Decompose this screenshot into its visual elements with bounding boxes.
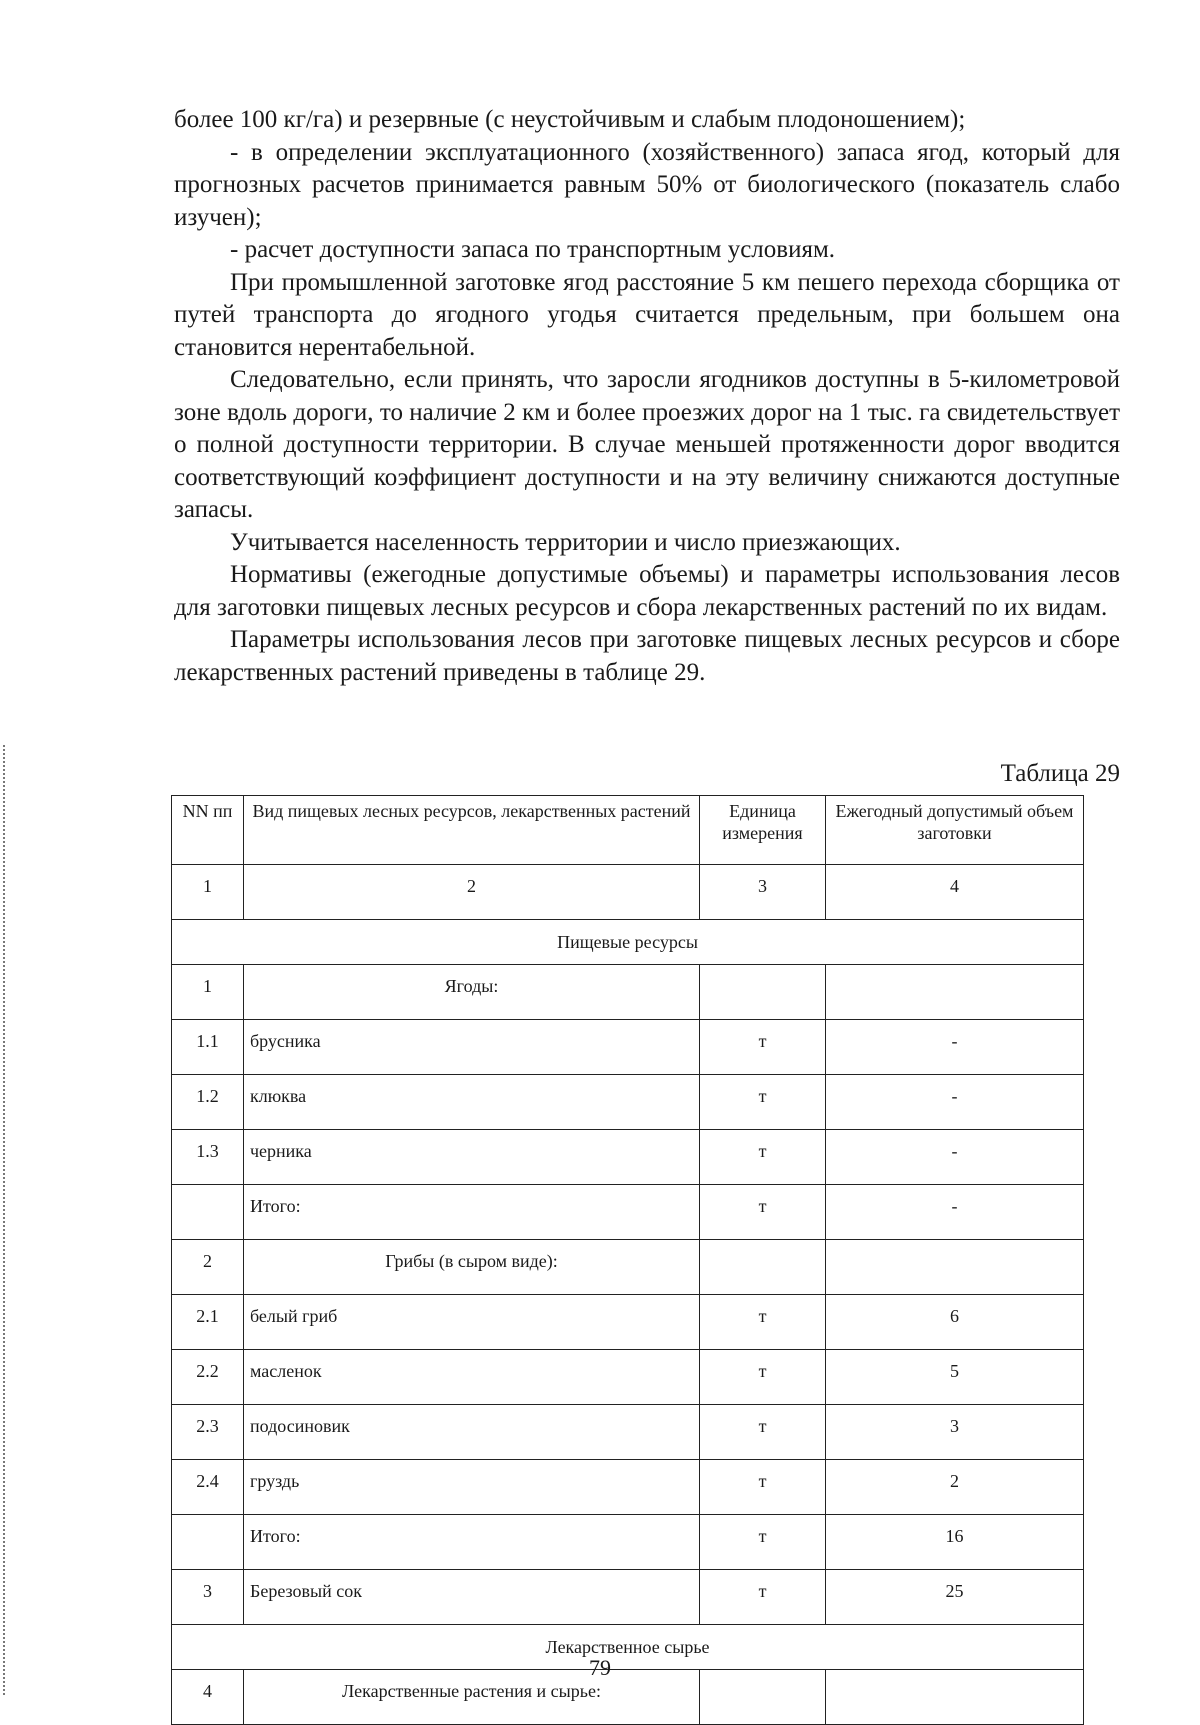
paragraph: - расчет доступности запаса по транспортным условиям.	[230, 236, 836, 263]
paragraph: Учитывается населенность территории и число приезжающих.	[230, 528, 901, 556]
table-cell: т	[700, 1460, 826, 1515]
table-cell: т	[700, 1295, 826, 1350]
table-cell: 1	[172, 865, 244, 920]
table-cell: т	[700, 1185, 826, 1240]
table-cell: Грибы (в сыром виде):	[244, 1240, 700, 1295]
table-cell: Итого:	[244, 1185, 700, 1240]
paragraph: При промышленной заготовке ягод расстояние 5 км пешего перехода сборщика от путей транспорта до ягодного угодья считается предельным, при большем она становится нерентабельной.	[174, 268, 1120, 361]
table-cell: черника	[244, 1130, 700, 1185]
table-cell: масленок	[244, 1350, 700, 1405]
table-cell: т	[700, 1075, 826, 1130]
table-cell: т	[700, 1130, 826, 1185]
header-cell: Единица измерения	[700, 796, 826, 865]
table-cell: 2	[172, 1240, 244, 1295]
table-cell: т	[700, 1405, 826, 1460]
resources-table	[171, 795, 1084, 1725]
table-cell: Березовый сок	[244, 1570, 700, 1625]
section-row	[172, 920, 1084, 965]
table-cell: 2.2	[172, 1350, 244, 1405]
table-cell: Лекарственные растения и сырье:	[244, 1670, 700, 1725]
page-number: 79	[589, 1655, 611, 1680]
table-cell: -	[826, 1075, 1084, 1130]
table-cell	[172, 1515, 244, 1570]
table-cell: 6	[826, 1295, 1084, 1350]
group-row	[172, 965, 1084, 1020]
table-cell: клюква	[244, 1075, 700, 1130]
table-row	[172, 1075, 1084, 1130]
table-cell	[700, 965, 826, 1020]
table-row	[172, 1405, 1084, 1460]
table-cell: 3	[826, 1405, 1084, 1460]
table-row	[172, 1350, 1084, 1405]
table-cell	[826, 1240, 1084, 1295]
table-cell	[700, 1240, 826, 1295]
table-row	[172, 1130, 1084, 1185]
table-cell: брусника	[244, 1020, 700, 1075]
column-numbers-row	[172, 865, 1084, 920]
table-cell: 4	[826, 865, 1084, 920]
table-cell: 4	[172, 1670, 244, 1725]
table-cell: 3	[700, 865, 826, 920]
table-cell: Ягоды:	[244, 965, 700, 1020]
table-cell: -	[826, 1130, 1084, 1185]
body-text	[174, 104, 1120, 689]
group-row	[172, 1240, 1084, 1295]
total-row	[172, 1185, 1084, 1240]
table-cell: 2	[244, 865, 700, 920]
paragraph: Параметры использования лесов при заготовке пищевых лесных ресурсов и сборе лекарственных растений приведены в таблице 29.	[174, 626, 1120, 686]
table-caption: Таблица 29	[1000, 760, 1120, 787]
table-cell: 2.1	[172, 1295, 244, 1350]
table-cell: 2	[826, 1460, 1084, 1515]
table-cell: 1.3	[172, 1130, 244, 1185]
table-row	[172, 1295, 1084, 1350]
table-cell: -	[826, 1020, 1084, 1075]
table-cell: т	[700, 1515, 826, 1570]
section-title: Пищевые ресурсы	[172, 920, 1084, 965]
table-cell: 1.1	[172, 1020, 244, 1075]
table-cell: 2.4	[172, 1460, 244, 1515]
table-cell: груздь	[244, 1460, 700, 1515]
table-cell: Итого:	[244, 1515, 700, 1570]
paragraph: Следовательно, если принять, что заросли ягодников доступны в 5-километровой зоне вдоль дороги, то наличие 2 км и более проезжих дорог на 1 тыс. га свидетельствует о полной доступности территории. В случае меньшей протяженности дорог вводится соответствующий коэффициент доступности и на эту величину снижаются доступные запасы.	[174, 366, 1120, 523]
table-header-row	[172, 796, 1084, 865]
table-cell: -	[826, 1185, 1084, 1240]
table-cell: 25	[826, 1570, 1084, 1625]
table-cell: 2.3	[172, 1405, 244, 1460]
table-row	[172, 1020, 1084, 1075]
scan-edge-marks	[3, 745, 7, 1695]
paragraph: более 100 кг/га) и резервные (с неустойчивым и слабым плодоношением);	[174, 106, 966, 133]
header-cell: Вид пищевых лесных ресурсов, лекарственных растений	[244, 796, 700, 865]
table-cell	[826, 965, 1084, 1020]
table-cell: т	[700, 1020, 826, 1075]
table-cell: подосиновик	[244, 1405, 700, 1460]
table-cell: 1.2	[172, 1075, 244, 1130]
table-cell: т	[700, 1350, 826, 1405]
table-cell: 3	[172, 1570, 244, 1625]
paragraph: Нормативы (ежегодные допустимые объемы) и параметры использования лесов для заготовки пищевых лесных ресурсов и сбора лекарственных растений по их видам.	[174, 561, 1120, 621]
table-cell: 1	[172, 965, 244, 1020]
table-cell	[172, 1185, 244, 1240]
table-row	[172, 1460, 1084, 1515]
section-title: Лекарственное сырье	[172, 1625, 1084, 1670]
header-cell: Ежегодный допустимый объем заготовки	[826, 796, 1084, 865]
table-row	[172, 1570, 1084, 1625]
table-cell: белый гриб	[244, 1295, 700, 1350]
table-cell: 5	[826, 1350, 1084, 1405]
table-cell: т	[700, 1570, 826, 1625]
table-cell: 16	[826, 1515, 1084, 1570]
header-cell: NN пп	[172, 796, 244, 865]
paragraph: - в определении эксплуатационного (хозяйственного) запаса ягод, который для прогнозных расчетов принимается равным 50% от биологического (показатель слабо изучен);	[174, 138, 1120, 231]
total-row	[172, 1515, 1084, 1570]
